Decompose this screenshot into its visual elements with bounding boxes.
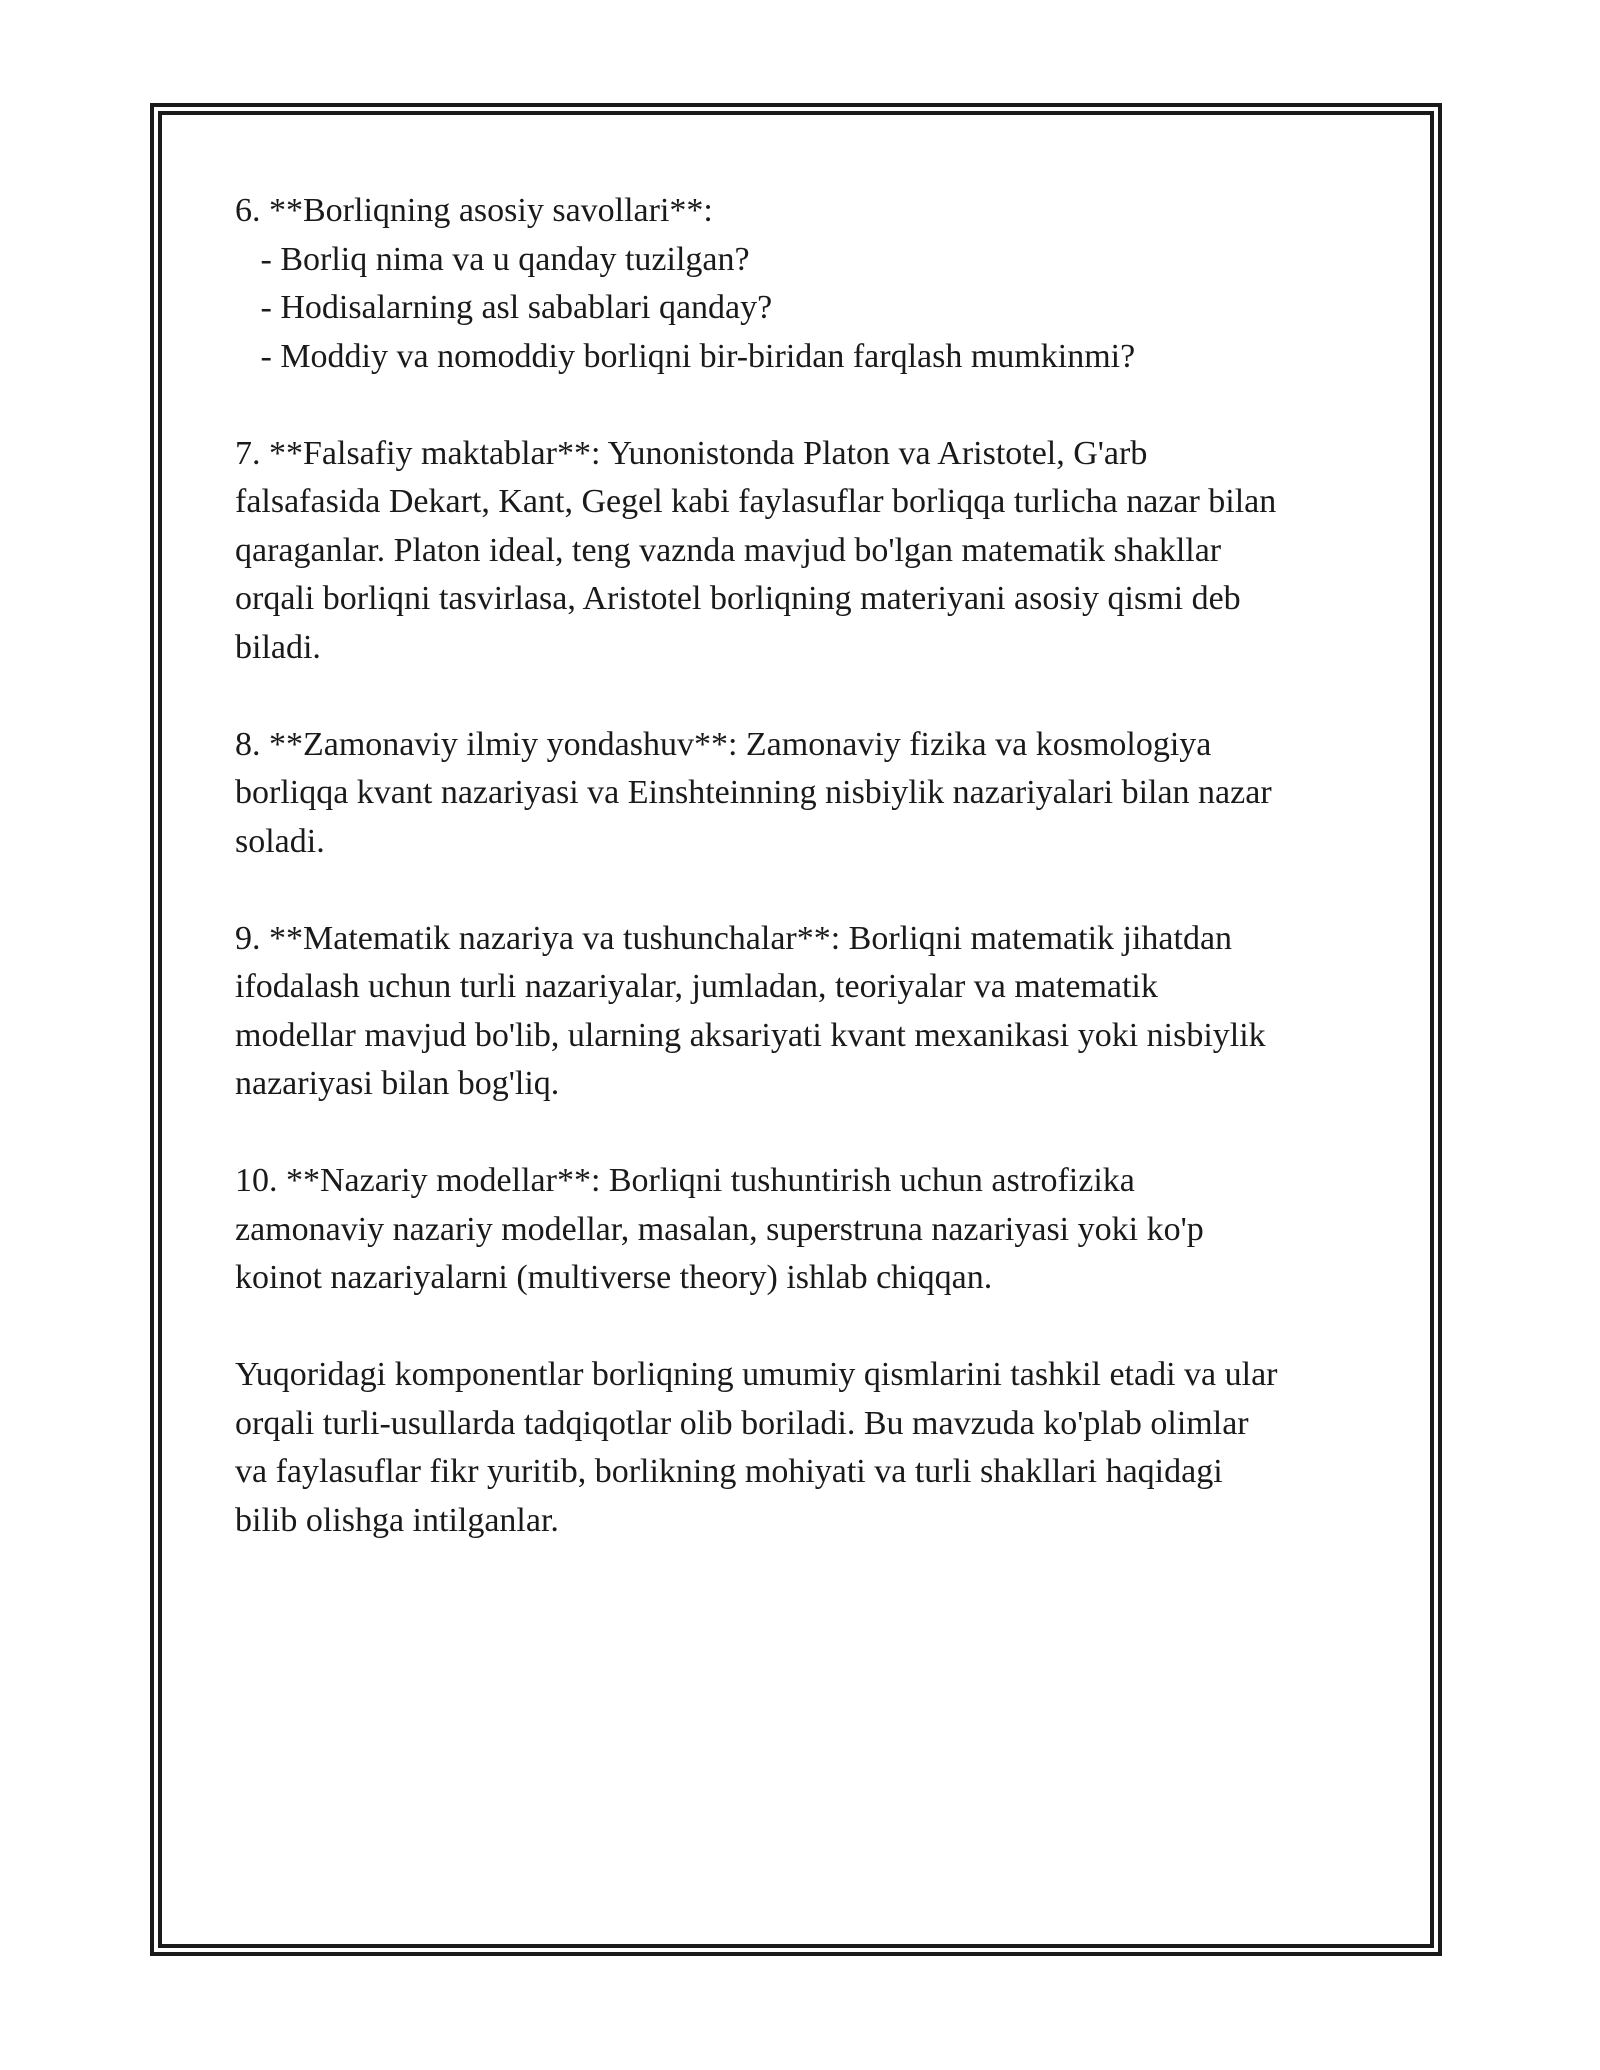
section-6-basic-questions	[235, 187, 1375, 381]
text-line: koinot nazariyalarni (multiverse theory) ishlab chiqqan.	[235, 1259, 993, 1296]
text-line: - Moddiy va nomoddiy borliqni bir-biridan farqlash mumkinmi?	[235, 337, 1136, 375]
text-line: qaraganlar. Platon ideal, teng vaznda mavjud bo'lgan matematik shakllar	[235, 531, 1222, 569]
text-line: modellar mavjud bo'lib, ularning aksariyati kvant mexanikasi yoki nisbiylik	[235, 1016, 1266, 1054]
section-7-philosophical-schools	[235, 430, 1375, 673]
text-line: zamonaviy nazariy modellar, masalan, superstruna nazariyasi yoki ko'p	[235, 1210, 1204, 1248]
text-line: 6. **Borliqning asosiy savollari**:	[235, 192, 713, 229]
text-line: 10. **Nazariy modellar**: Borliqni tushuntirish uchun astrofizika	[235, 1162, 1135, 1199]
text-line: ifodalash uchun turli nazariyalar, jumladan, teoriyalar va matematik	[235, 968, 1158, 1005]
text-line: orqali borliqni tasvirlasa, Aristotel borliqning materiyani asosiy qismi deb	[235, 580, 1241, 617]
text-line: borliqqa kvant nazariyasi va Einshteinning nisbiylik nazariyalari bilan nazar	[235, 774, 1272, 811]
text-line: orqali turli-usullarda tadqiqotlar olib boriladi. Bu mavzuda ko'plab olimlar	[235, 1404, 1249, 1442]
text-line: - Borliq nima va u qanday tuzilgan?	[235, 240, 750, 278]
text-line: nazariyasi bilan bog'liq.	[235, 1065, 560, 1102]
text-line: 7. **Falsafiy maktablar**: Yunonistonda Platon va Aristotel, G'arb	[235, 434, 1148, 472]
text-line: 9. **Matematik nazariya va tushunchalar**: Borliqni matematik jihatdan	[235, 919, 1233, 957]
text-line: - Hodisalarning asl sabablari qanday?	[235, 289, 773, 326]
text-line: biladi.	[235, 628, 321, 666]
text-line: falsafasida Dekart, Kant, Gegel kabi faylasuflar borliqqa turlicha nazar bilan	[235, 483, 1277, 520]
text-line: Yuqoridagi komponentlar borliqning umumiy qismlarini tashkil etadi va ular	[235, 1356, 1278, 1393]
section-10-theoretical-models	[235, 1157, 1375, 1303]
section-9-mathematical-theory	[235, 915, 1375, 1109]
text-line: va faylasuflar fikr yuritib, borlikning mohiyati va turli shakllari haqidagi	[235, 1453, 1223, 1490]
text-line: soladi.	[235, 822, 325, 860]
text-line: bilib olishga intilganlar.	[235, 1501, 559, 1539]
conclusion-paragraph	[235, 1351, 1375, 1545]
text-line: 8. **Zamonaviy ilmiy yondashuv**: Zamonaviy fizika va kosmologiya	[235, 725, 1212, 763]
document-body	[235, 187, 1375, 1594]
section-8-modern-scientific-approach	[235, 721, 1375, 867]
